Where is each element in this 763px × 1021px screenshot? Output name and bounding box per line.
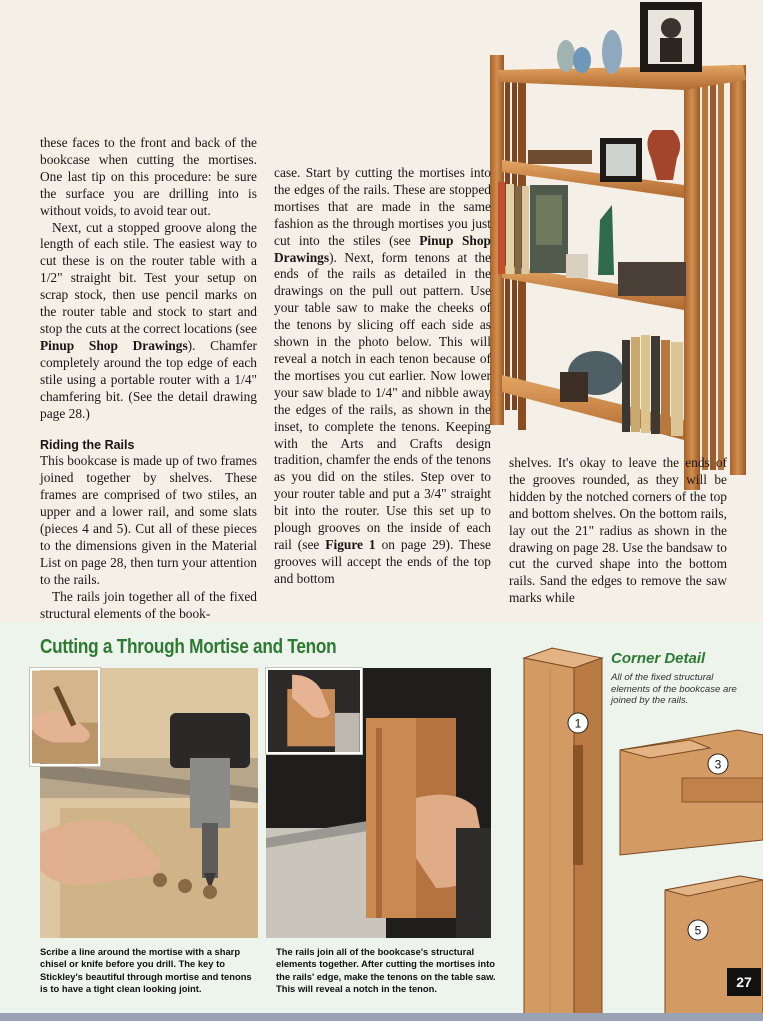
- body-column-3: [509, 455, 727, 607]
- photo-caption-2: The rails join all of the bookcase's structural elements together. After cutting the mortises into the rails' edge, make the tenons on the table saw. This will reveal a notch in the tenon.: [276, 946, 496, 995]
- section-subheading: Riding the Rails: [40, 438, 135, 453]
- paragraph: Next, cut a stopped groove along the length of each stile. The easiest way to cut these is on the router table with a 1/2" straight bit. Test your setup on scrap stock, then use pencil marks on the router table and stock to start and stop the cuts at the correct locations (see Pinup Shop Drawings). Chamfer completely around the top edge of each stile using a portable router with a 1/4" chamfering bit. (See the detail drawing page 28.): [40, 219, 257, 421]
- callout-1: [568, 713, 588, 733]
- paragraph: shelves. It's okay to leave the ends of the grooves rounded, as they will be hidden by the notched corners of the top and bottom shelves. On the bottom rails, lay out the 21" radius as shown in the drawing on page 28. Use the bandsaw to cut the curved shape into the bottom rails. Sand the edges to remove the saw marks while: [509, 455, 727, 606]
- svg-text:3: 3: [714, 757, 722, 772]
- tenon-inset-photo: [266, 668, 362, 754]
- chisel-inset-photo: [30, 668, 100, 766]
- bookcase-photo: [488, 0, 763, 490]
- photo-caption-1: Scribe a line around the mortise with a sharp chisel or knife before you drill. The key to Stickley's beautiful through mortise and tenons is to have a tight clean looking joint.: [40, 946, 252, 995]
- page-number: 27: [727, 968, 761, 996]
- body-column-1: [40, 135, 257, 622]
- paragraph: these faces to the front and back of the bookcase when cutting the mortises. One last tip on this procedure: be sure the surface you are drilling into is without voids, to avoid tear out.: [40, 135, 257, 218]
- figure-reference: Figure 1: [325, 536, 376, 552]
- svg-text:1: 1: [574, 716, 582, 731]
- cross-reference: Pinup Shop Drawings: [40, 337, 188, 353]
- corner-detail-title: Corner Detail: [611, 650, 706, 667]
- callout-5: [688, 920, 708, 940]
- paragraph: This bookcase is made up of two frames joined together by shelves. These frames are comprised of two stiles, an upper and a lower rail, and some slats (pieces 4 and 5). Cut all of these pieces to the dimensions given in the Material List on page 28, then turn your attention to the rails.: [40, 453, 257, 587]
- paragraph: The rails join together all of the fixed structural elements of the book-: [40, 588, 257, 621]
- callout-3: [708, 754, 728, 774]
- svg-text:5: 5: [694, 923, 702, 938]
- corner-detail-caption: All of the fixed structural elements of the bookcase are joined by the rails.: [611, 672, 737, 706]
- cross-reference: Pinup Shop Drawings: [274, 232, 491, 265]
- paragraph: case. Start by cutting the mortises into the edges of the rails. These are stopped mortises that are made in the same fashion as the through mortises you just cut into the stiles (see Pinup Shop Drawings). Next, form tenons at the ends of the rails as detailed in the drawings on the pull out pattern. Use your table saw to make the cheeks of the tenons by slicing off each side as shown in the photo below. This will reveal a notch in each tenon because of the mortises you cut earlier. Now lower your saw blade to 1/4" and nibble away the edges of the rails, as shown in the inset, to complete the tenons. Keeping with the Arts and Crafts design tradition, chamfer the ends of the tenons as you did on the stiles. Step over to your router table and put a 3/4" straight bit into the router. Use this set up to plough grooves on the inside of each rail (see Figure 1 on page 29). These grooves will accept the ends of the top and bottom: [274, 165, 491, 586]
- feature-title: Cutting a Through Mortise and Tenon: [40, 636, 337, 658]
- page-edge-bar: [0, 1013, 763, 1021]
- body-column-2: [274, 165, 491, 588]
